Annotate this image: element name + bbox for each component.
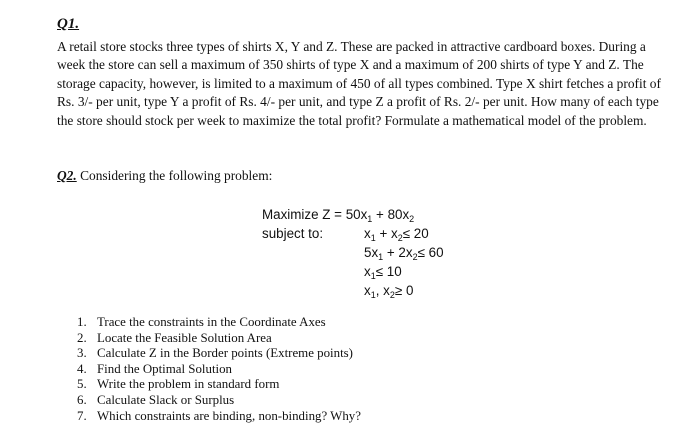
list-item: 3. Calculate Z in the Border points (Extreme points) [77,346,353,361]
list-item: 7. Which constraints are binding, non-binding? Why? [77,408,361,423]
subscript-2: 2 [412,252,418,262]
subscript-2: 2 [409,214,415,224]
list-item: 1. Trace the constraints in the Coordinate Axes [77,315,326,329]
c2-x: 5x [364,245,379,260]
constraint-1 [364,226,429,243]
q2-intro: Considering the following problem: [80,168,273,183]
c2-plus: + 2x [383,245,413,260]
subject-to-label: subject to: [262,226,324,241]
q1-label: Q1. [57,16,80,32]
subscript-1: 1 [367,214,373,224]
c3-x: x [364,264,371,279]
q2-heading [57,168,272,184]
list-item: 2. Locate the Feasible Solution Area [77,330,272,345]
objective-function [262,207,414,224]
task-list [77,315,361,424]
c4-comma: , x [375,283,390,298]
q1-text: A retail store stocks three types of shirts X, Y and Z. These are packed in attractive cardboard boxes. During a week the store can sell a maximum of 350 shirts of type X and a maximum of 200 shirts of type Y and Z. The storage capacity, however, is limited to a maximum of 450 of all types combined. Type X shirt fetches a profit of Rs. 3/- per unit, type Y a profit of Rs. 4/- per unit, and type Z a profit of Rs. 2/- per unit. How many of each type the store should stock per week to maximize the total profit? Formulate a mathematical model of the problem. [57,39,661,128]
q2-label: Q2. [57,168,77,183]
subscript-1: 1 [370,271,376,281]
subscript-1: 1 [378,252,384,262]
c3-rhs: ≤ 10 [375,264,402,279]
subscript-1: 1 [370,233,376,243]
c1-rhs: ≤ 20 [402,226,429,241]
c1-plus: + x [375,226,398,241]
list-item: 6. Calculate Slack or Surplus [77,392,235,407]
c2-rhs: ≤ 60 [417,245,444,260]
list-item: 4. Find the Optimal Solution [77,361,232,376]
subscript-2: 2 [389,290,395,300]
c4-x: x [364,283,371,298]
c4-rhs: ≥ 0 [394,283,414,298]
list-item: 5. Write the problem in standard form [77,377,280,392]
maximize-label: Maximize Z = 50x [262,207,368,222]
c1-x: x [364,226,371,241]
constraint-3 [364,264,402,281]
subscript-1: 1 [370,290,376,300]
objective-rest: + 80x [372,207,410,222]
subscript-2: 2 [397,233,403,243]
constraint-4 [364,283,413,300]
constraint-2 [364,245,444,262]
